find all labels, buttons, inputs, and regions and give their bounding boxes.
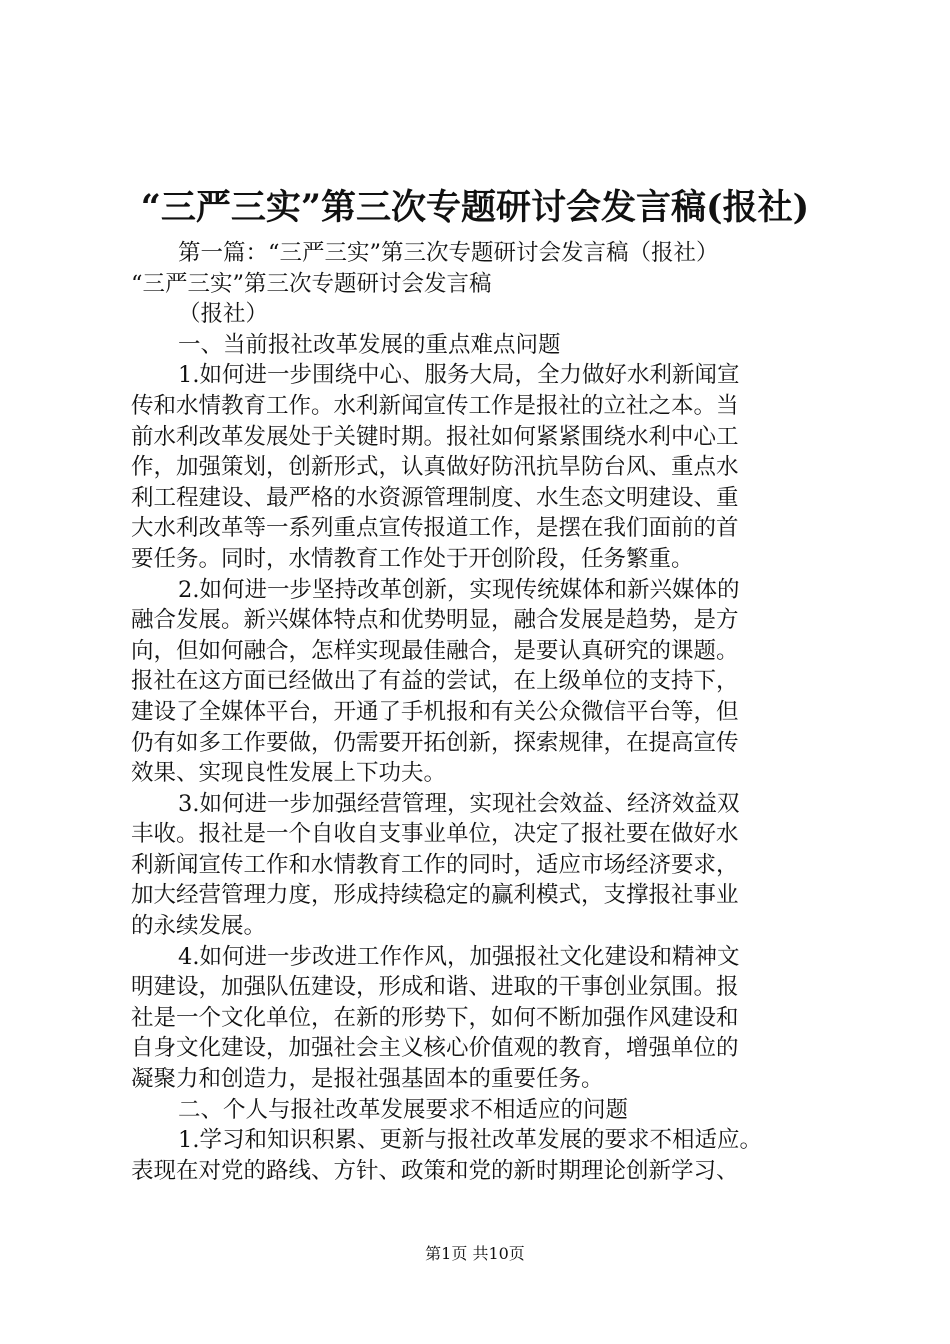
text-line: 大水利改革等一系列重点宣传报道工作，是摆在我们面前的首 — [131, 515, 739, 542]
text-line: 利新闻宣传工作和水情教育工作的同时，适应市场经济要求， — [131, 851, 739, 878]
text-line: 仍有如多工作要做，仍需要开拓创新，探索规律，在提高宣传 — [131, 729, 739, 756]
text-line: 建设了全媒体平台，开通了手机报和有关公众微信平台等，但 — [131, 698, 739, 725]
text-line: 表现在对党的路线、方针、政策和党的新时期理论创新学习、 — [131, 1157, 739, 1184]
text-line: 凝聚力和创造力，是报社强基固本的重要任务。 — [131, 1066, 604, 1093]
text-line: 报社在这方面已经做出了有益的尝试，在上级单位的支持下， — [131, 668, 739, 695]
text-line: 效果、实现良性发展上下功夫。 — [131, 760, 447, 787]
page-footer: 第1页 共10页 — [425, 1244, 525, 1263]
text-line: 4.如何进一步改进工作作风，加强报社文化建设和精神文 — [178, 943, 740, 970]
text-line: 传和水情教育工作。水利新闻宣传工作是报社的立社之本。当 — [131, 392, 739, 419]
text-line: 要任务。同时，水情教育工作处于开创阶段，任务繁重。 — [131, 545, 694, 572]
text-line: 社是一个文化单位，在新的形势下，如何不断加强作风建设和 — [131, 1004, 739, 1031]
text-line: 向，但如何融合，怎样实现最佳融合，是要认真研究的课题。 — [131, 637, 739, 664]
text-line: 利工程建设、最严格的水资源管理制度、水生态文明建设、重 — [131, 484, 739, 511]
text-line: （报社） — [178, 301, 269, 328]
document-body — [131, 238, 841, 1186]
text-line: 明建设，加强队伍建设，形成和谐、进取的干事创业氛围。报 — [131, 974, 739, 1001]
text-line: 丰收。报社是一个自收自支事业单位，决定了报社要在做好水 — [131, 821, 739, 848]
text-line: 自身文化建设，加强社会主义核心价值观的教育，增强单位的 — [131, 1035, 739, 1062]
text-line: 1.如何进一步围绕中心、服务大局，全力做好水利新闻宣 — [178, 362, 740, 389]
text-line: 融合发展。新兴媒体特点和优势明显，融合发展是趋势，是方 — [131, 607, 739, 634]
text-line: 3.如何进一步加强经营管理，实现社会效益、经济效益双 — [178, 790, 740, 817]
text-line: 1.学习和知识积累、更新与报社改革发展的要求不相适应。 — [178, 1127, 762, 1154]
text-line: “三严三实”第三次专题研讨会发言稿 — [131, 270, 492, 297]
text-line: 第一篇：“三严三实”第三次专题研讨会发言稿（报社） — [178, 240, 719, 266]
text-line: 前水利改革发展处于关键时期。报社如何紧紧围绕水利中心工 — [131, 423, 739, 450]
document-title: “三严三实”第三次专题研讨会发言稿(报社) — [140, 187, 810, 228]
text-line: 作，加强策划，创新形式，认真做好防汛抗旱防台风、重点水 — [131, 454, 739, 481]
text-line: 一、当前报社改革发展的重点难点问题 — [178, 331, 561, 358]
text-line: 的永续发展。 — [131, 913, 267, 940]
text-line: 加大经营管理力度，形成持续稳定的赢利模式，支撑报社事业 — [131, 882, 739, 909]
text-line: 2.如何进一步坚持改革创新，实现传统媒体和新兴媒体的 — [178, 576, 740, 603]
text-line: 二、个人与报社改革发展要求不相适应的问题 — [178, 1096, 629, 1123]
